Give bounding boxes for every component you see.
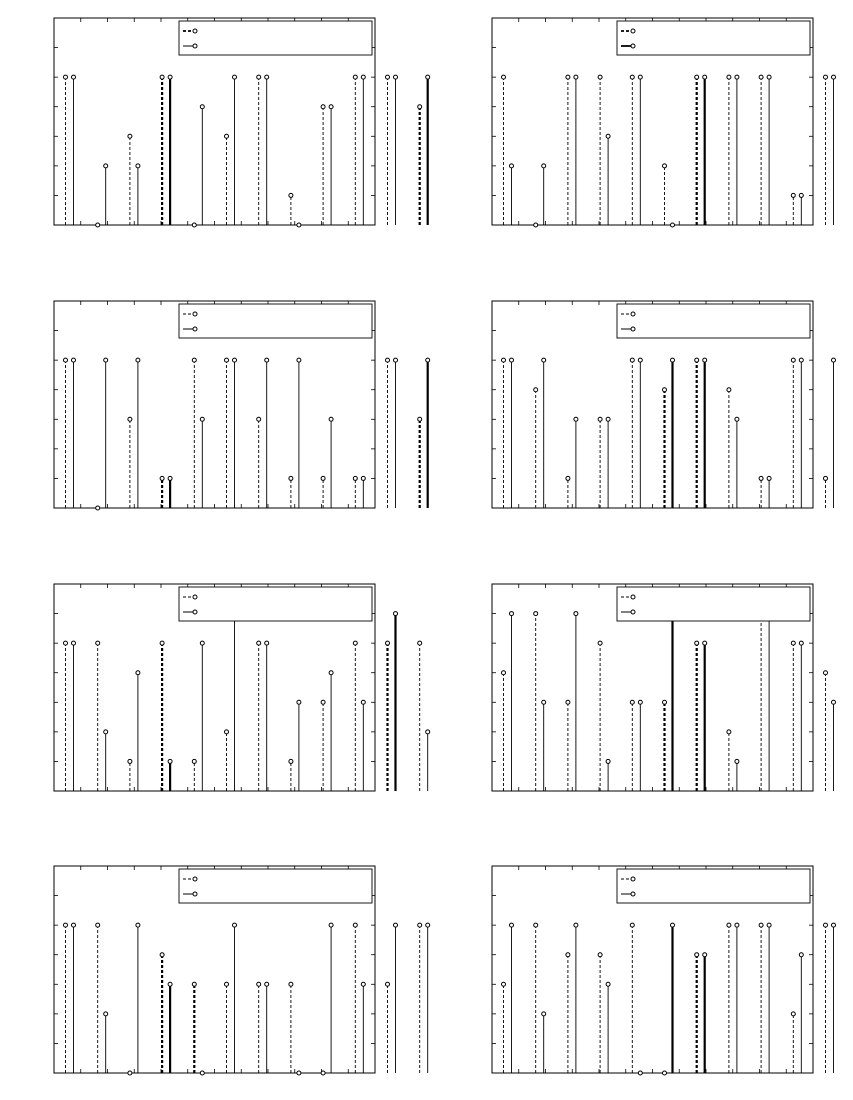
dashed-stem-marker [727, 923, 731, 927]
dashed-stem-marker [128, 417, 132, 421]
dashed-stem-marker [418, 417, 422, 421]
solid-stem-marker [767, 75, 771, 79]
solid-stem-marker [671, 358, 675, 362]
solid-stem-marker [606, 134, 610, 138]
dashed-stem-marker [257, 75, 261, 79]
solid-stem-marker [265, 358, 269, 362]
solid-stem-marker [265, 982, 269, 986]
solid-stem-marker [168, 982, 172, 986]
solid-stem-marker [574, 612, 578, 616]
dashed-stem-marker [418, 105, 422, 109]
stem-panel-4 [492, 301, 853, 510]
dashed-stem-marker [566, 700, 570, 704]
dashed-stem-marker [160, 75, 164, 79]
solid-stem-marker [671, 923, 675, 927]
solid-stem-marker [361, 476, 365, 480]
solid-stem-marker [297, 1071, 301, 1075]
solid-stem-marker [671, 223, 675, 227]
legend-box [179, 21, 372, 55]
solid-stem-marker [606, 759, 610, 763]
dashed-stem-marker [64, 75, 68, 79]
solid-stem-marker [735, 417, 739, 421]
solid-stem-marker [297, 358, 301, 362]
solid-stem-marker [168, 75, 172, 79]
solid-stem-marker [703, 358, 707, 362]
stem-panel-1 [54, 18, 430, 227]
stem-panel-2 [492, 18, 853, 227]
solid-stem-marker [542, 1012, 546, 1016]
solid-stem-marker [136, 164, 140, 168]
legend-box [617, 869, 810, 903]
solid-stem-marker [361, 75, 365, 79]
dashed-stem-marker [824, 476, 828, 480]
legend-dashed-marker [193, 312, 197, 316]
legend-box [179, 869, 372, 903]
dashed-stem-marker [386, 75, 390, 79]
dashed-stem-marker [663, 1071, 667, 1075]
solid-stem-marker [606, 417, 610, 421]
dashed-stem-marker [160, 953, 164, 957]
dashed-stem-marker [128, 134, 132, 138]
solid-stem-marker [735, 75, 739, 79]
dashed-stem-marker [824, 671, 828, 675]
dashed-stem-marker [630, 700, 634, 704]
dashed-stem-marker [791, 358, 795, 362]
solid-stem-marker [297, 223, 301, 227]
solid-stem-marker [361, 982, 365, 986]
solid-stem-marker [72, 641, 76, 645]
legend-solid-marker [193, 892, 197, 896]
legend-solid-marker [193, 327, 197, 331]
dashed-stem-marker [289, 476, 293, 480]
dashed-stem-marker [96, 223, 100, 227]
legend-solid-marker [631, 892, 635, 896]
solid-stem-marker [200, 417, 204, 421]
solid-stem-marker [104, 164, 108, 168]
solid-stem-marker [394, 923, 398, 927]
solid-stem-marker [638, 75, 642, 79]
dashed-stem-marker [598, 953, 602, 957]
dashed-stem-marker [353, 75, 357, 79]
solid-stem-marker [832, 923, 836, 927]
solid-stem-marker [799, 193, 803, 197]
dashed-stem-marker [630, 923, 634, 927]
solid-stem-marker [703, 641, 707, 645]
dashed-stem-marker [502, 671, 506, 675]
dashed-stem-marker [386, 358, 390, 362]
solid-stem-marker [168, 759, 172, 763]
solid-stem-marker [510, 164, 514, 168]
stem-panel-3 [54, 301, 430, 510]
dashed-stem-marker [192, 358, 196, 362]
legend-dashed-marker [631, 29, 635, 33]
dashed-stem-marker [727, 75, 731, 79]
solid-stem-marker [136, 358, 140, 362]
legend-box [179, 304, 372, 338]
dashed-stem-marker [695, 953, 699, 957]
solid-stem-marker [168, 476, 172, 480]
solid-stem-marker [200, 1071, 204, 1075]
solid-stem-marker [426, 75, 430, 79]
dashed-stem-marker [289, 982, 293, 986]
legend-dashed-marker [193, 595, 197, 599]
dashed-stem-marker [534, 388, 538, 392]
solid-stem-marker [799, 358, 803, 362]
dashed-stem-marker [759, 75, 763, 79]
dashed-stem-marker [727, 388, 731, 392]
dashed-stem-marker [225, 134, 229, 138]
dashed-stem-marker [566, 75, 570, 79]
solid-stem-marker [832, 700, 836, 704]
dashed-stem-marker [598, 75, 602, 79]
solid-stem-marker [426, 358, 430, 362]
dashed-stem-marker [630, 358, 634, 362]
dashed-stem-marker [695, 75, 699, 79]
dashed-stem-marker [128, 759, 132, 763]
dashed-stem-marker [418, 641, 422, 645]
dashed-stem-marker [566, 953, 570, 957]
legend-dashed-marker [631, 595, 635, 599]
legend-box [617, 21, 810, 55]
solid-stem-marker [233, 358, 237, 362]
legend-solid-marker [631, 327, 635, 331]
solid-stem-marker [329, 417, 333, 421]
legend-box [617, 587, 810, 621]
dashed-stem-marker [824, 75, 828, 79]
legend-solid-marker [631, 610, 635, 614]
dashed-stem-marker [64, 358, 68, 362]
solid-stem-marker [426, 923, 430, 927]
solid-stem-marker [297, 700, 301, 704]
solid-stem-marker [767, 923, 771, 927]
solid-stem-marker [233, 75, 237, 79]
dashed-stem-marker [96, 923, 100, 927]
dashed-stem-marker [791, 641, 795, 645]
legend-solid-marker [193, 610, 197, 614]
dashed-stem-marker [160, 641, 164, 645]
dashed-stem-marker [321, 476, 325, 480]
solid-stem-marker [72, 75, 76, 79]
solid-stem-marker [394, 75, 398, 79]
solid-stem-marker [200, 641, 204, 645]
solid-stem-marker [799, 641, 803, 645]
dashed-stem-marker [630, 75, 634, 79]
solid-stem-marker [735, 923, 739, 927]
solid-stem-marker [574, 75, 578, 79]
legend-dashed-marker [631, 312, 635, 316]
dashed-stem-marker [791, 1012, 795, 1016]
solid-stem-marker [394, 358, 398, 362]
solid-stem-marker [638, 1071, 642, 1075]
dashed-stem-marker [727, 730, 731, 734]
solid-stem-marker [799, 953, 803, 957]
dashed-stem-marker [353, 476, 357, 480]
dashed-stem-marker [257, 982, 261, 986]
solid-stem-marker [72, 358, 76, 362]
solid-stem-marker [638, 700, 642, 704]
dashed-stem-marker [663, 164, 667, 168]
legend-dashed-marker [193, 29, 197, 33]
dashed-stem-marker [502, 982, 506, 986]
dashed-stem-marker [192, 982, 196, 986]
dashed-stem-marker [759, 923, 763, 927]
stem-panel-8 [492, 866, 853, 1075]
dashed-stem-marker [759, 476, 763, 480]
dashed-stem-marker [225, 358, 229, 362]
solid-stem-marker [510, 358, 514, 362]
dashed-stem-marker [386, 641, 390, 645]
dashed-stem-marker [64, 923, 68, 927]
legend-dashed-marker [631, 877, 635, 881]
solid-stem-marker [329, 105, 333, 109]
dashed-stem-marker [96, 506, 100, 510]
solid-stem-marker [542, 164, 546, 168]
dashed-stem-marker [289, 193, 293, 197]
dashed-stem-marker [192, 759, 196, 763]
dashed-stem-marker [225, 730, 229, 734]
solid-stem-marker [703, 953, 707, 957]
dashed-stem-marker [353, 923, 357, 927]
solid-stem-marker [265, 75, 269, 79]
solid-stem-marker [329, 923, 333, 927]
solid-stem-marker [104, 358, 108, 362]
solid-stem-marker [703, 75, 707, 79]
solid-stem-marker [233, 923, 237, 927]
legend-solid-marker [631, 44, 635, 48]
solid-stem-marker [542, 358, 546, 362]
dashed-stem-marker [64, 641, 68, 645]
stem-panel-6 [492, 584, 853, 791]
solid-stem-marker [574, 923, 578, 927]
dashed-stem-marker [321, 1071, 325, 1075]
dashed-stem-marker [663, 388, 667, 392]
solid-stem-marker [767, 476, 771, 480]
solid-stem-marker [574, 417, 578, 421]
legend-dashed-marker [193, 877, 197, 881]
solid-stem-marker [832, 358, 836, 362]
solid-stem-marker [510, 612, 514, 616]
solid-stem-marker [136, 923, 140, 927]
solid-stem-marker [832, 75, 836, 79]
dashed-stem-marker [663, 700, 667, 704]
solid-stem-marker [638, 358, 642, 362]
solid-stem-marker [542, 700, 546, 704]
dashed-stem-marker [791, 193, 795, 197]
dashed-stem-marker [598, 641, 602, 645]
solid-stem-marker [510, 923, 514, 927]
solid-stem-marker [136, 671, 140, 675]
solid-stem-marker [735, 759, 739, 763]
solid-stem-marker [394, 612, 398, 616]
dashed-stem-marker [534, 223, 538, 227]
solid-stem-marker [606, 982, 610, 986]
solid-stem-marker [104, 1012, 108, 1016]
solid-stem-marker [72, 923, 76, 927]
dashed-stem-marker [386, 982, 390, 986]
dashed-stem-marker [566, 476, 570, 480]
dashed-stem-marker [695, 358, 699, 362]
stem-panel-5 [54, 584, 430, 791]
legend-solid-marker [193, 44, 197, 48]
dashed-stem-marker [502, 358, 506, 362]
stem-panel-7 [54, 866, 430, 1075]
dashed-stem-marker [598, 417, 602, 421]
dashed-stem-marker [225, 982, 229, 986]
solid-stem-marker [426, 730, 430, 734]
solid-stem-marker [104, 730, 108, 734]
solid-stem-marker [200, 105, 204, 109]
solid-stem-marker [361, 700, 365, 704]
legend-box [617, 304, 810, 338]
dashed-stem-marker [96, 641, 100, 645]
dashed-stem-marker [695, 641, 699, 645]
dashed-stem-marker [128, 1071, 132, 1075]
dashed-stem-marker [502, 75, 506, 79]
solid-stem-marker [265, 641, 269, 645]
dashed-stem-marker [160, 476, 164, 480]
dashed-stem-marker [534, 923, 538, 927]
dashed-stem-marker [824, 923, 828, 927]
dashed-stem-marker [257, 417, 261, 421]
dashed-stem-marker [534, 612, 538, 616]
dashed-stem-marker [418, 923, 422, 927]
dashed-stem-marker [321, 105, 325, 109]
dashed-stem-marker [289, 759, 293, 763]
dashed-stem-marker [321, 700, 325, 704]
legend-box [179, 587, 372, 621]
dashed-stem-marker [257, 641, 261, 645]
dashed-stem-marker [353, 641, 357, 645]
dashed-stem-marker [192, 223, 196, 227]
solid-stem-marker [329, 671, 333, 675]
